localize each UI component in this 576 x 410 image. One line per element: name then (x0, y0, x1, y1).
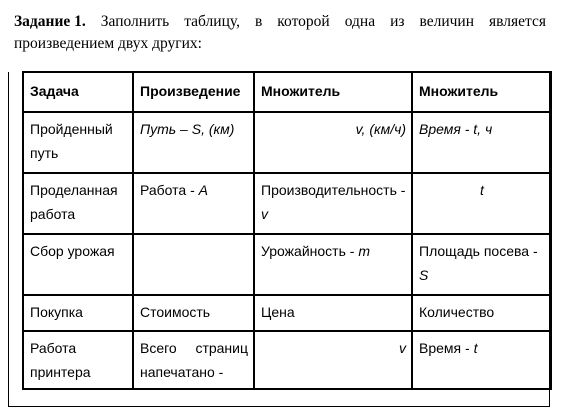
cell-factor-2-text: Площадь посева - (419, 243, 538, 259)
task-word: которой (277, 13, 330, 30)
task-label: Задание 1. (14, 13, 86, 30)
cell-task: Сбор урожая (23, 234, 133, 295)
table-row (23, 234, 551, 295)
header-product: Произведение (133, 72, 254, 112)
cell-factor-1-text: Производительность - (261, 182, 406, 198)
cell-factor-1 (254, 234, 412, 295)
table-row (23, 173, 551, 234)
header-factor-2: Множитель (412, 72, 551, 112)
cell-factor-2-var: S (419, 267, 429, 283)
task-line-2: произведением двух других: (14, 35, 202, 52)
task-word: одна (344, 13, 376, 30)
task-word: является (489, 13, 546, 30)
cell-product: Всего страниц напечатано - (133, 331, 254, 389)
cell-factor-1: v (254, 331, 412, 389)
cell-factor-1 (254, 173, 412, 234)
cell-factor-2-text: Время - (419, 340, 474, 356)
task-table (22, 71, 552, 390)
cell-factor-1-var: m (358, 243, 370, 259)
cell-factor-1-text: Урожайность - (261, 243, 359, 259)
header-task: Задача (23, 72, 133, 112)
cell-factor-1: v, (км/ч) (254, 112, 412, 173)
cell-task: Покупка (23, 295, 133, 331)
cell-factor-2: Количество (412, 295, 551, 331)
task-word: в (254, 13, 263, 30)
cell-product-text: Работа - (140, 182, 199, 198)
task-word: величин (419, 13, 475, 30)
cell-factor-1-var: v (261, 206, 268, 222)
cell-factor-2: t (412, 173, 551, 234)
cell-task: Работа принтера (23, 331, 133, 389)
cell-product: Путь – S, (км) (133, 112, 254, 173)
table-row (23, 331, 551, 389)
task-word: Заполнить (100, 13, 170, 30)
cell-factor-1: Цена (254, 295, 412, 331)
cell-factor-2: Время - t, ч (412, 112, 551, 173)
cell-product: Стоимость (133, 295, 254, 331)
task-word: из (390, 13, 405, 30)
task-line-1 (14, 11, 546, 33)
cell-factor-2 (412, 331, 551, 389)
cell-product (133, 173, 254, 234)
table-header-row (23, 72, 551, 112)
cell-factor-2-var: t (473, 340, 478, 356)
task-word: таблицу, (184, 13, 240, 30)
cell-task: Проделанная работа (23, 173, 133, 234)
table-row (23, 295, 551, 331)
header-factor-1: Множитель (254, 72, 412, 112)
cell-product (133, 234, 254, 295)
cell-factor-2 (412, 234, 551, 295)
table-row (23, 112, 551, 173)
task-statement (14, 11, 546, 55)
cell-task: Пройденный путь (23, 112, 133, 173)
cell-product-var: А (198, 182, 208, 198)
